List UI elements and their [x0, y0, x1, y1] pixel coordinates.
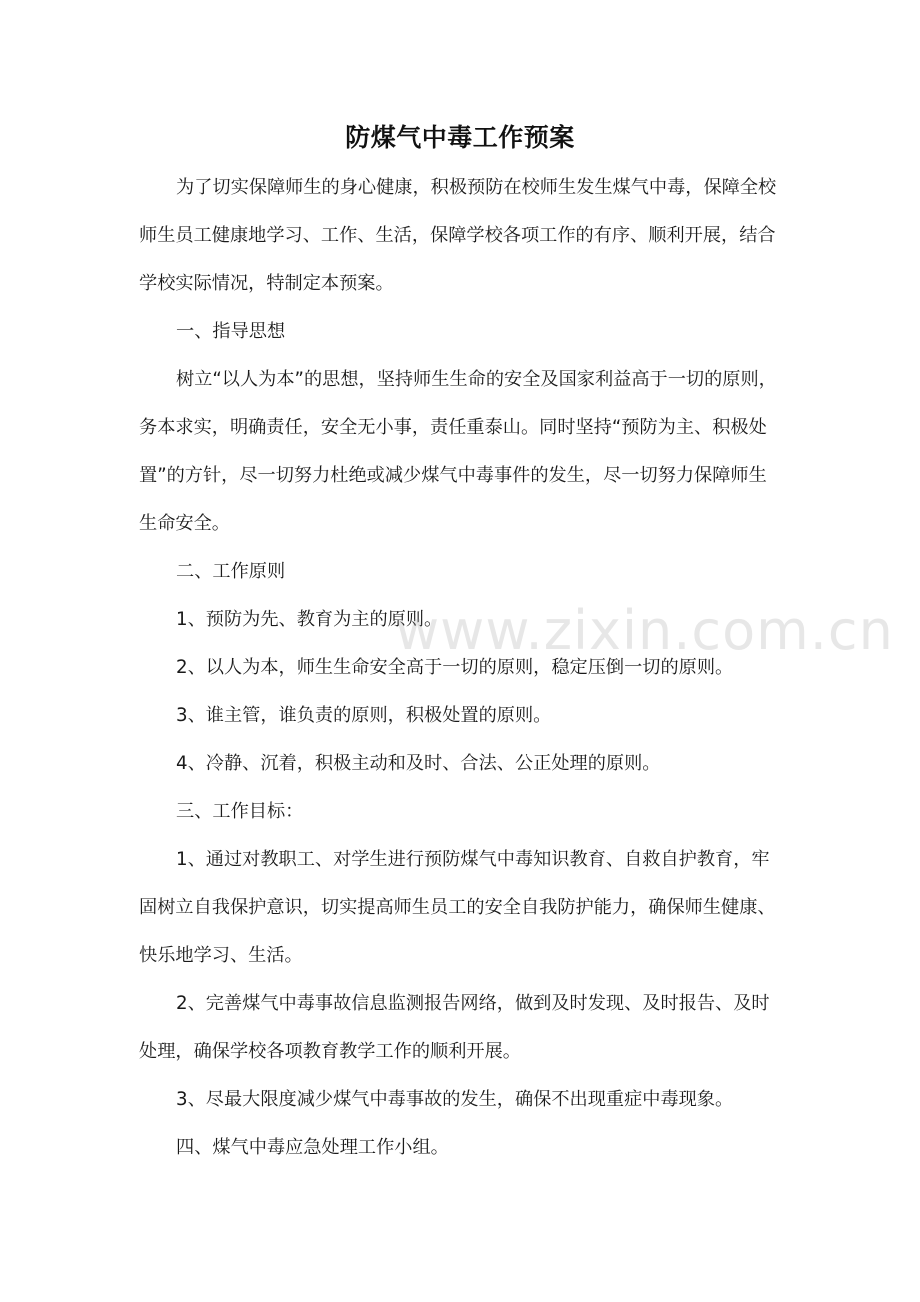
- principle-item-4: 4、冷静、沉着，积极主动和及时、合法、公正处理的原则。: [176, 753, 661, 774]
- watermark-text: www.zixin.com.cn: [395, 599, 894, 662]
- guiding-ideology-paragraph: 树立“以人为本”的思想，坚持师生生命的安全及国家利益高于一切的原则，务本求实，明确责任，安全无小事，责任重泰山。同时坚持“预防为主、积极处置”的方针，尽一切努力杜绝或减少煤气中毒事件的发生，尽一切努力保障师生生命安全。: [139, 369, 777, 534]
- goal-item-2: 2、完善煤气中毒事故信息监测报告网络，做到及时发现、及时报告、及时处理，确保学校各项教育教学工作的顺利开展。: [139, 993, 770, 1062]
- document-title: 防煤气中毒工作预案: [345, 123, 575, 152]
- principle-item-1: 1、预防为先、教育为主的原则。: [176, 609, 443, 630]
- section-heading-work-goals: 三、工作目标：: [176, 801, 304, 822]
- section-heading-emergency-team: 四、煤气中毒应急处理工作小组。: [176, 1137, 449, 1158]
- document-body: [139, 164, 784, 1172]
- intro-paragraph: 为了切实保障师生的身心健康，积极预防在校师生发生煤气中毒，保障全校师生员工健康地学习、工作、生活，保障学校各项工作的有序、顺利开展，结合学校实际情况，特制定本预案。: [139, 177, 777, 294]
- goal-item-3: 3、尽最大限度减少煤气中毒事故的发生，确保不出现重症中毒现象。: [176, 1089, 734, 1110]
- principle-item-3: 3、谁主管，谁负责的原则，积极处置的原则。: [176, 705, 552, 726]
- section-heading-work-principles: 二、工作原则: [176, 561, 286, 582]
- principle-item-2: 2、以人为本，师生生命安全高于一切的原则，稳定压倒一切的原则。: [176, 657, 734, 678]
- goal-item-1: 1、通过对教职工、对学生进行预防煤气中毒知识教育、自救自护教育，牢固树立自我保护意识，切实提高师生员工的安全自我防护能力，确保师生健康、快乐地学习、生活。: [139, 849, 776, 966]
- section-heading-guiding-ideology: 一、指导思想: [176, 321, 286, 342]
